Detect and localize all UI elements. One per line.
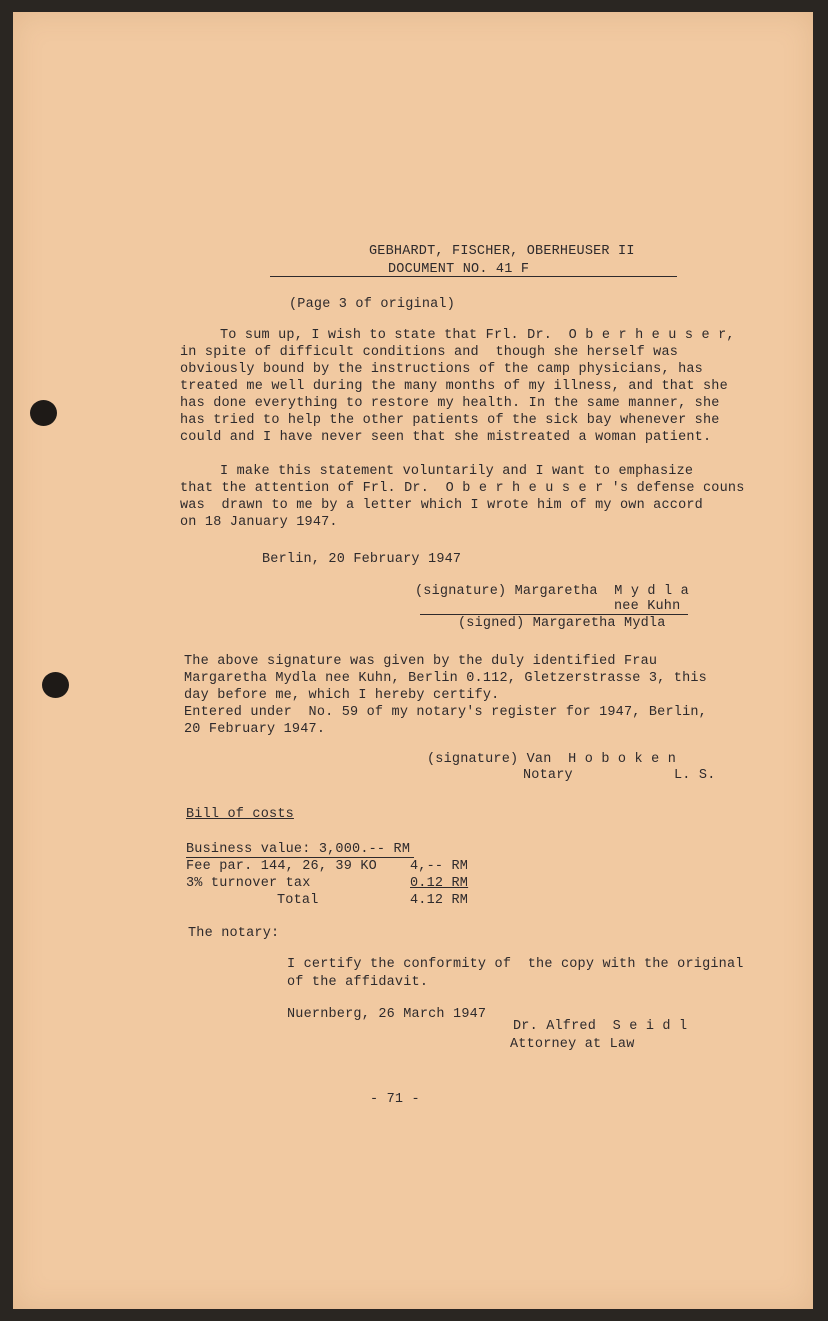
paragraph-line: has tried to help the other patients of the sick bay whenever she <box>180 413 720 428</box>
closing-place-date: Nuernberg, 26 March 1947 <box>287 1007 487 1022</box>
header-line-2: DOCUMENT NO. 41 F <box>388 262 530 277</box>
certification-line: The above signature was given by the duly identified Frau <box>184 654 658 669</box>
bill-row-amount: 0.12 RM <box>410 876 469 891</box>
attorney-title: Attorney at Law <box>510 1037 635 1052</box>
notary-label: The notary: <box>188 926 280 941</box>
bill-row-label: 3% turnover tax <box>186 876 311 891</box>
bill-heading: Bill of costs <box>186 807 294 822</box>
business-value: Business value: 3,000.-- RM <box>186 842 411 857</box>
paragraph-line: in spite of difficult conditions and though she herself was <box>180 345 679 360</box>
signature-maiden-name: nee Kuhn <box>614 599 681 614</box>
paragraph-line: I make this statement voluntarily and I want to emphasize <box>220 464 694 479</box>
paragraph-line: on 18 January 1947. <box>180 515 338 530</box>
notary-title: Notary <box>523 768 573 783</box>
certification-line: day before me, which I hereby certify. <box>184 688 500 703</box>
bill-row-label: Fee par. 144, 26, 39 KO <box>186 859 377 874</box>
attorney-name: Dr. Alfred S e i d l <box>513 1019 688 1034</box>
punch-hole <box>42 672 69 698</box>
signature-line: (signature) Margaretha M y d l a <box>415 584 689 599</box>
paragraph-line: that the attention of Frl. Dr. O b e r h e u s e r 's defense couns <box>180 481 745 496</box>
bill-total-amount: 4.12 RM <box>410 893 469 908</box>
page-note: (Page 3 of original) <box>289 297 456 312</box>
bill-row-amount: 4,-- RM <box>410 859 469 874</box>
paragraph-line: To sum up, I wish to state that Frl. Dr. O b e r h e u s e r, <box>220 328 735 343</box>
notary-signature: (signature) Van H o b o k e n <box>427 752 677 767</box>
signed-line: (signed) Margaretha Mydla <box>458 616 666 631</box>
certification-line: Entered under No. 59 of my notary's register for 1947, Berlin, <box>184 705 707 720</box>
place-date: Berlin, 20 February 1947 <box>262 552 462 567</box>
certification-line: Margaretha Mydla nee Kuhn, Berlin 0.112, Gletzerstrasse 3, this <box>184 671 707 686</box>
document-page <box>13 12 813 1309</box>
certify-line: I certify the conformity of the copy with the original <box>287 957 744 972</box>
certification-line: 20 February 1947. <box>184 722 326 737</box>
page-number: - 71 - <box>370 1092 420 1107</box>
paragraph-line: was drawn to me by a letter which I wrote him of my own accord <box>180 498 703 513</box>
certify-line: of the affidavit. <box>287 975 429 990</box>
header-line-1: GEBHARDT, FISCHER, OBERHEUSER II <box>369 244 635 259</box>
paragraph-line: has done everything to restore my health. In the same manner, she <box>180 396 720 411</box>
paragraph-line: treated me well during the many months of my illness, and that she <box>180 379 728 394</box>
punch-hole <box>30 400 57 426</box>
bill-total-label: Total <box>277 893 319 908</box>
ls-mark: L. S. <box>674 768 716 783</box>
header-rule <box>270 276 677 277</box>
paragraph-line: obviously bound by the instructions of the camp physicians, has <box>180 362 703 377</box>
paragraph-line: could and I have never seen that she mistreated a woman patient. <box>180 430 712 445</box>
